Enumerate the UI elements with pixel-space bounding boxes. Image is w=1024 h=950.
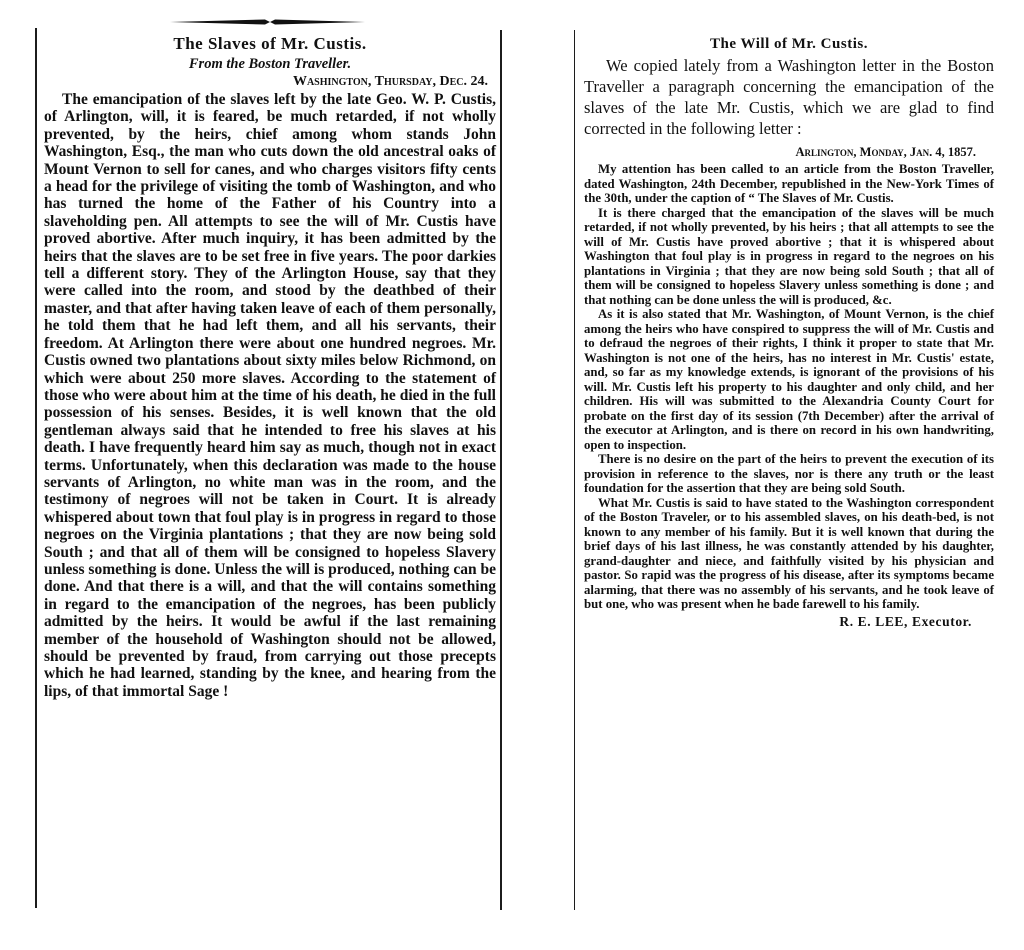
letter-signature: R. E. LEE, Executor. <box>839 613 972 629</box>
top-ornament-rule <box>170 19 365 25</box>
right-article-intro: We copied lately from a Washington letter in the Boston Traveller a paragraph concerning the emancipation of the slaves of the late Mr. Custis, which we are glad to find corrected in the following letter : <box>584 56 994 138</box>
right-article-dateline: Arlington, Monday, Jan. 4, 1857. <box>795 145 976 159</box>
left-article-headline: The Slaves of Mr. Custis. <box>173 34 367 53</box>
left-article-dateline: Washington, Thursday, Dec. 24. <box>292 74 488 89</box>
left-column-rule <box>35 28 37 908</box>
left-article-source: From the Boston Traveller. <box>188 56 352 72</box>
letter-paragraph: There is no desire on the part of the heirs to prevent the execution of its provision in reference to the slaves, nor is there any truth or the least foundation for the assertion that they are being sold South. <box>584 452 994 495</box>
right-article-headline: The Will of Mr. Custis. <box>710 36 868 52</box>
letter-paragraph: As it is also stated that Mr. Washington, of Mount Vernon, is the chief among the heirs who have conspired to suppress the will of Mr. Custis and to defraud the negroes of their rights, I think it proper to state that Mr. Washington is not one of the heirs, has no interest in Mr. Custis' estate, and, so far as my knowledge extends, is ignorant of the provisions of his will. Mr. Custis left his property to his daughter and only child, and her children. His will was submitted to the Alexandria County Court for probate on the first day of its session (7th December) after the arrival of the executor at Arlington, and is there on record in his own handwriting, open to inspection. <box>584 307 994 452</box>
left-article-body: The emancipation of the slaves left by the late Geo. W. P. Custis, of Arlington, will, it is feared, be much retarded, if not wholly prevented, by the heirs, chief among whom stands John Washington, Esq., the man who cuts down the old ancestral oaks of Mount Vernon to sell for canes, and who charges visitors fifty cents a head for the privilege of visiting the tomb of Washington, and who has turned the home of the Father of his Country into a slaveholding pen. All attempts to see the will of Mr. Custis have proved abortive. After much inquiry, it has been admitted by the heirs that the slaves are to be set free in five years. The poor darkies tell a different story. They of the Arlington House, say that they were called into the room, and stood by the deathbed of their master, and that after having taken leave of each of them personally, he told them that he had left them, and all his servants, their freedom. At Arlington there were about one hundred negroes. Mr. Custis owned two plantations about sixty miles below Richmond, on which were about 250 more slaves. According to the statement of those who were about him at the time of his death, he died in the full possession of his senses. Besides, it is well known that the old gentleman always said that he intended to free his slaves at his death. I have frequently heard him say as much, though not in exact terms. Unfortunately, when this declaration was made to the house servants of Arlington, no white man was in the room, and the testimony of negroes will not be taken in Court. It is already whispered about town that foul play is in progress in regard to those negroes on the Virginia plantations ; that they are now being sold South ; and that all of them will be consigned to hopeless Slavery unless something is done. Unless the will is produced, nothing can be done. And that there is a will, and that the will contains something in regard to the emancipation of the negroes, has been publicly admitted by the heirs. It would be awful if the last remaining member of the household of Washington should not be allowed, should be prevented by fraud, from carrying out those precepts which he had learned, standing by the knee, and hearing from the lips, of that immortal Sage ! <box>44 91 496 700</box>
letter-paragraph: My attention has been called to an article from the Boston Traveller, dated Washington, 24th December, republished in the New-York Times of the 30th, under the caption of “ The Slaves of Mr. Custis. <box>584 162 994 205</box>
left-article <box>44 26 496 700</box>
middle-column-rule <box>500 30 502 910</box>
right-column-rule <box>574 30 575 910</box>
letter-paragraph: It is there charged that the emancipation of the slaves will be much retarded, if not wholly prevented, by his heirs ; that all attempts to see the will of Mr. Custis have proved abortive ; that it is whispered about Washington that foul play is in progress in regard to the negroes on his plantations in Virginia ; that they are now being sold South ; that all of them will be consigned to hopeless Slavery unless something is done ; and that nothing can be done unless the will is produced, &c. <box>584 205 994 307</box>
letter-paragraph: What Mr. Custis is said to have stated to the Washington correspondent of the Boston Traveler, or to his assembled slaves, on his death-bed, is not known to any member of his family. But it is well known that during the brief days of his last illness, he was constantly attended by his daughter, grand-daughter and niece, and faithfully visited by his physician and pastor. So rapid was the progress of his disease, after its symptoms became alarming, that there was no assembly of his servants, and he took leave of but one, who was present when he bade farewell to his family. <box>584 495 994 611</box>
right-article <box>584 26 994 630</box>
